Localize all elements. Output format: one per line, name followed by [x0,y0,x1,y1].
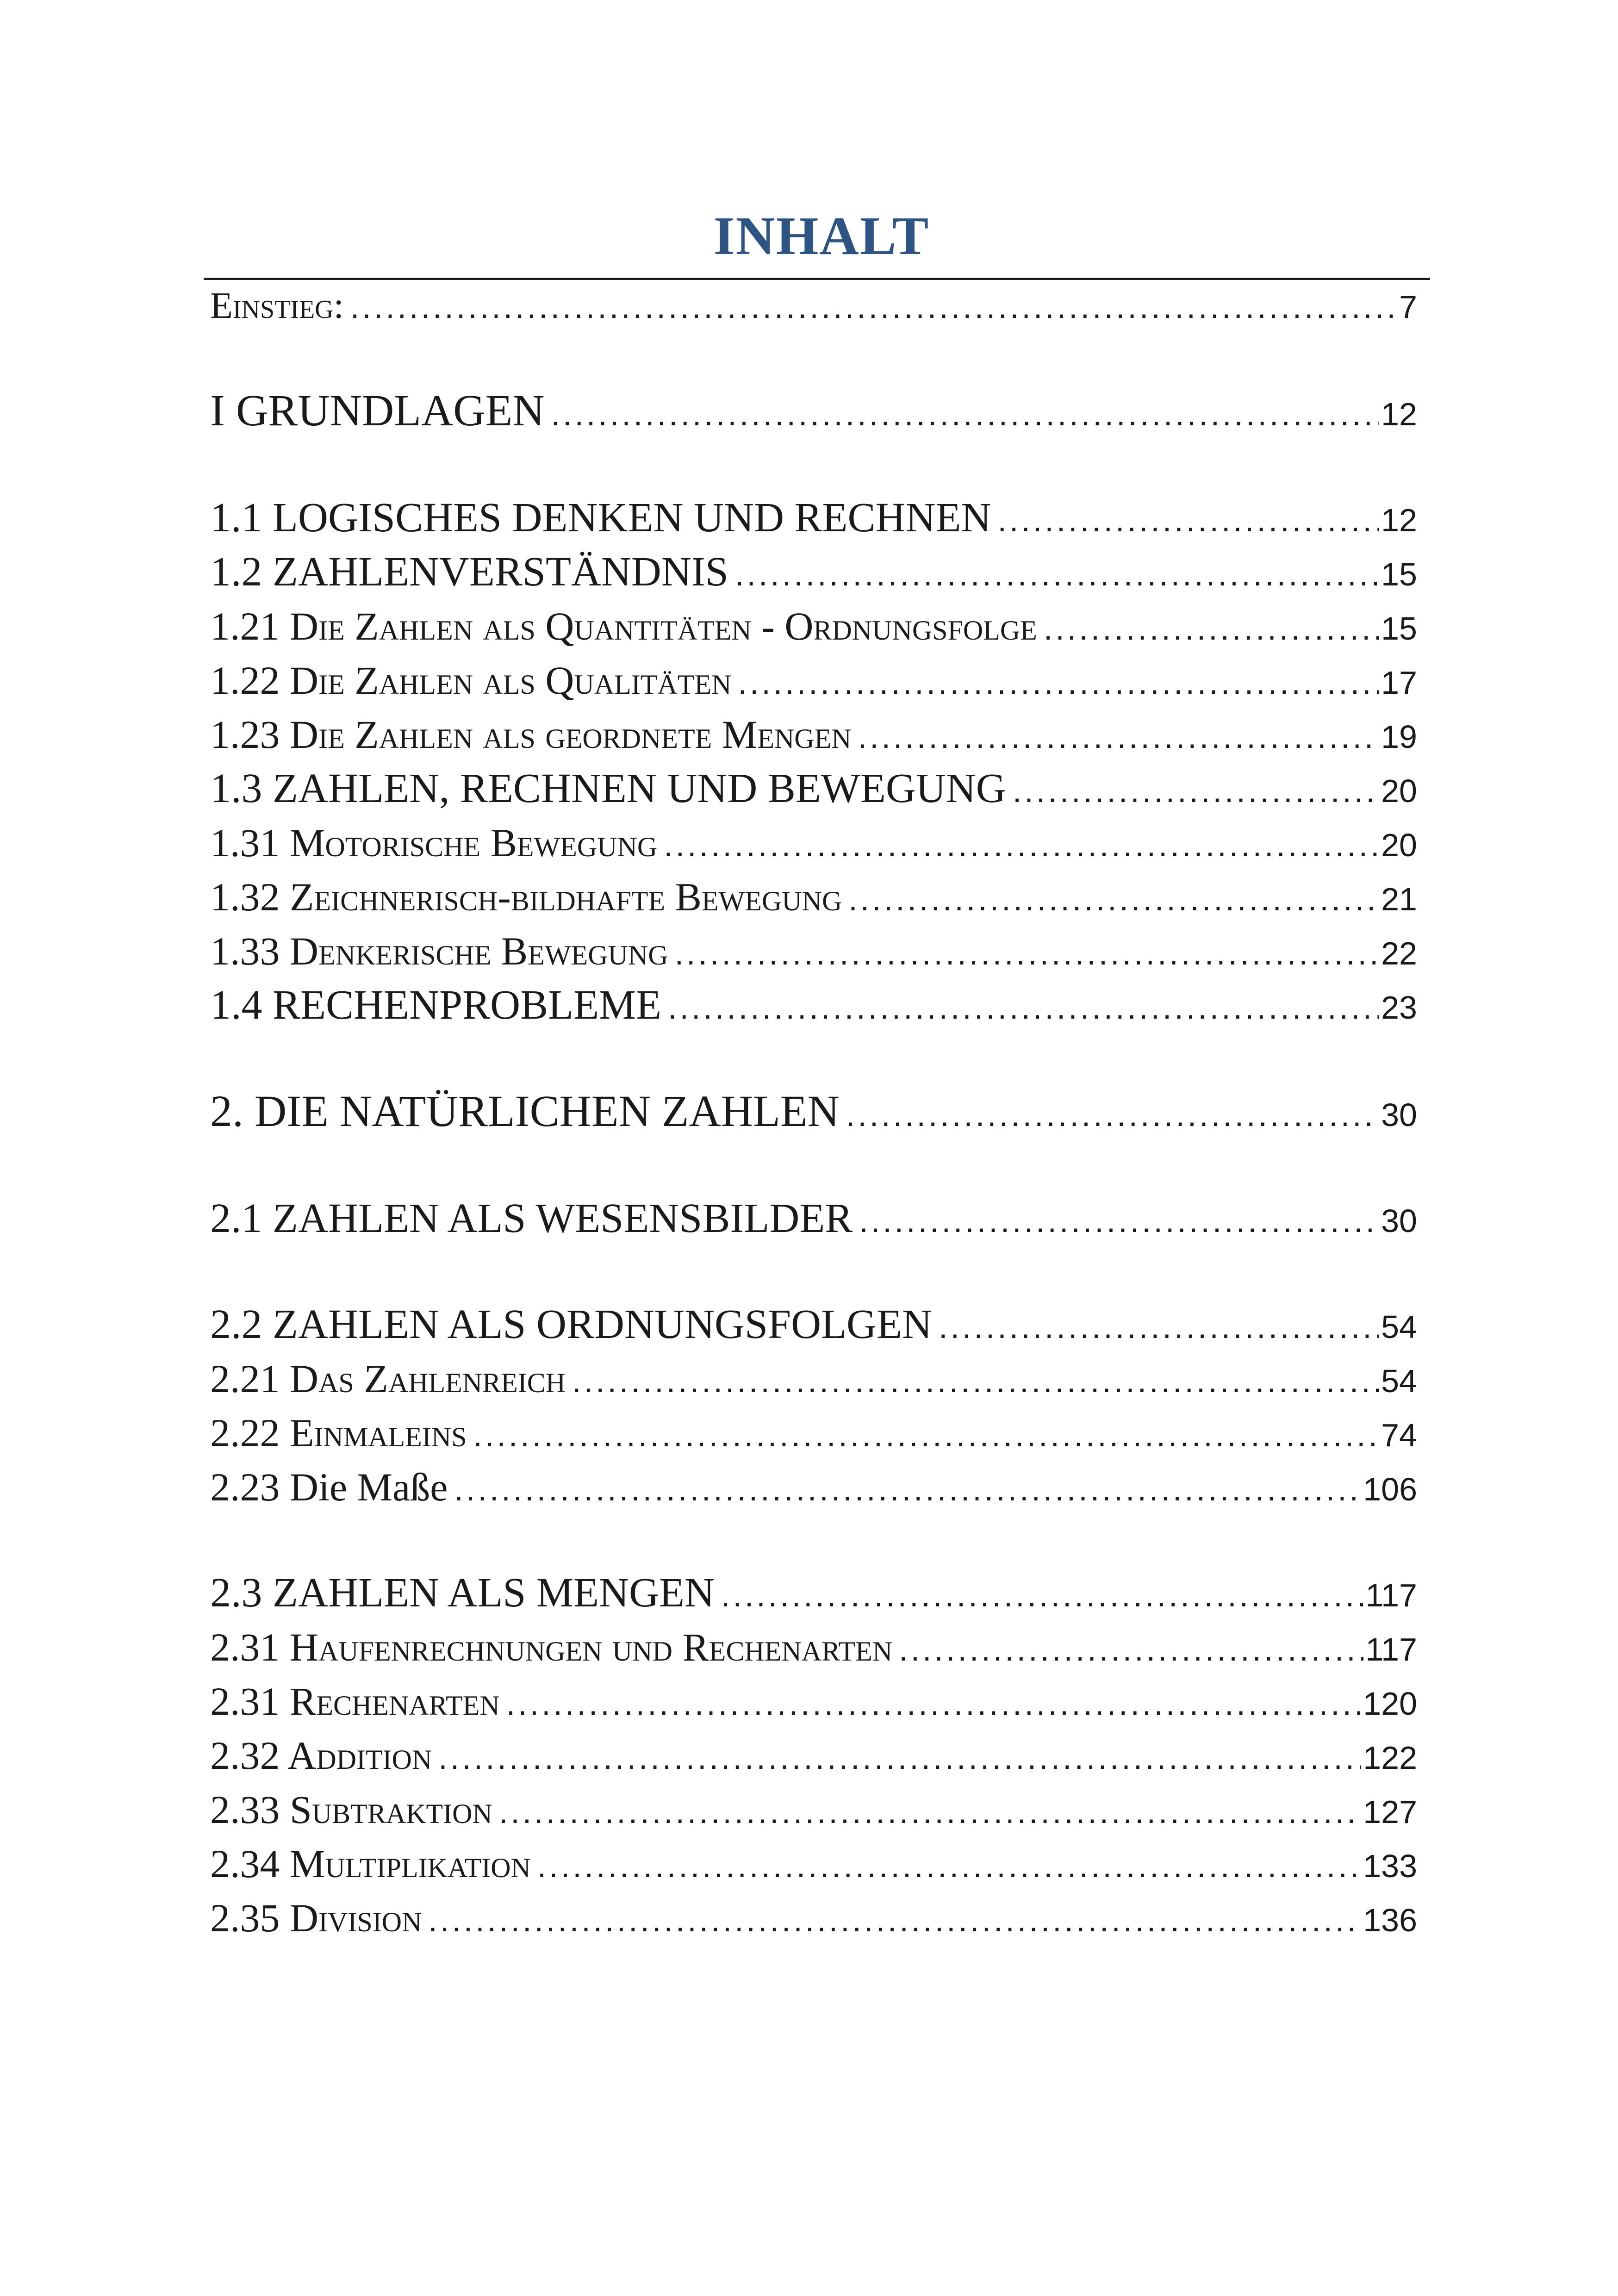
toc-entry[interactable] [210,1461,1417,1515]
toc-page-number: 19 [1381,719,1417,755]
toc-entry-label: 1.22 Die Zahlen als Qualitäten [210,658,732,703]
toc-entry-label: 1.2 ZAHLENVERSTÄNDNIS [210,549,728,595]
dot-leader [899,1624,1363,1675]
dot-leader [1044,603,1379,654]
toc-entry-label: 2.32 Addition [210,1733,432,1778]
toc-entry[interactable] [210,925,1417,979]
toc-page-number: 136 [1363,1902,1417,1938]
toc-entry[interactable] [210,1085,1417,1141]
toc-entry-label: Einstieg: [210,286,344,326]
toc-entry-label: I GRUNDLAGEN [210,386,545,435]
toc-entry-label: 2.33 Subtraktion [210,1787,492,1832]
toc-entry[interactable] [210,280,1417,333]
dot-leader [499,1786,1361,1838]
toc-entry[interactable] [210,1299,1417,1353]
toc-page-number: 117 [1365,1577,1417,1613]
toc-entry[interactable] [210,600,1417,654]
toc-title: INHALT [713,205,930,266]
toc-entry[interactable] [210,492,1417,546]
toc-list [204,280,1425,1946]
toc-page-number: 30 [1381,1203,1417,1239]
dot-leader [939,1301,1379,1353]
toc-entry-label: 2.35 Division [210,1896,422,1940]
dot-leader [551,388,1380,440]
toc-entry-label: 1.3 ZAHLEN, RECHNEN UND BEWEGUNG [210,765,1006,811]
dot-leader [572,1355,1379,1407]
dot-leader [997,494,1379,546]
toc-entry[interactable] [210,1675,1417,1730]
toc-entry[interactable] [210,1730,1417,1784]
dot-leader [858,711,1380,763]
toc-page-number: 7 [1399,289,1417,325]
toc-page-number: 54 [1381,1363,1417,1399]
dot-leader [438,1732,1361,1784]
dot-leader [846,1089,1379,1141]
toc-entry[interactable] [210,1353,1417,1407]
toc-entry[interactable] [210,654,1417,709]
toc-entry-label: 1.21 Die Zahlen als Quantitäten - Ordnungsfolge [210,604,1037,648]
toc-entry[interactable] [210,1838,1417,1892]
dot-leader [735,548,1379,600]
toc-entry-label: 2.23 Die Maße [210,1465,448,1509]
toc-entry-label: 2. DIE NATÜRLICHEN ZAHLEN [210,1086,840,1136]
toc-page-number: 12 [1381,396,1417,432]
toc-page-number: 23 [1381,989,1417,1026]
dot-leader [721,1569,1363,1621]
toc-entry[interactable] [210,1892,1417,1946]
toc-entry[interactable] [210,385,1417,440]
toc-entry[interactable] [210,979,1417,1033]
dot-leader [848,873,1379,925]
toc-entry-label: 2.31 Rechenarten [210,1679,500,1724]
toc-page-number: 20 [1381,827,1417,863]
toc-entry[interactable] [210,871,1417,925]
toc-page-number: 12 [1381,502,1417,538]
toc-entry-label: 1.32 Zeichnerisch-bildhafte Bewegung [210,875,842,919]
toc-entry-label: 2.3 ZAHLEN ALS MENGEN [210,1570,715,1616]
toc-entry[interactable] [210,1407,1417,1461]
toc-entry[interactable] [210,709,1417,763]
toc-entry-label: 2.31 Haufenrechnungen und Rechenarten [210,1625,893,1669]
toc-page-number: 106 [1363,1471,1417,1507]
toc-entry-label: 1.1 LOGISCHES DENKEN UND RECHNEN [210,495,991,541]
toc-page-number: 15 [1381,556,1417,592]
toc-page-number: 133 [1363,1848,1417,1884]
dot-leader [664,819,1379,871]
toc-entry-label: 1.31 Motorische Bewegung [210,821,658,865]
toc-entry-label: 1.23 Die Zahlen als geordnete Mengen [210,712,852,757]
toc-entry-label: 2.22 Einmaleins [210,1411,467,1455]
dot-leader [1013,765,1379,817]
toc-entry-label: 2.34 Multiplikation [210,1842,531,1886]
toc-entry-label: 2.21 Das Zahlenreich [210,1356,566,1401]
toc-page-number: 122 [1363,1740,1417,1776]
toc-entry[interactable] [210,763,1417,817]
toc-page-number: 54 [1381,1309,1417,1345]
toc-entry-label: 2.2 ZAHLEN ALS ORDNUNGSFOLGEN [210,1301,933,1347]
toc-entry[interactable] [210,546,1417,600]
toc-entry[interactable] [210,817,1417,871]
dot-leader [537,1840,1361,1892]
toc-entry-label: 1.4 RECHENPROBLEME [210,982,662,1028]
dot-leader [506,1678,1361,1730]
dot-leader [675,927,1380,979]
toc-page-number: 127 [1363,1794,1417,1830]
toc-entry[interactable] [210,1621,1417,1675]
dot-leader [859,1195,1379,1247]
dot-leader [350,281,1397,333]
dot-leader [473,1409,1380,1461]
toc-entry-label: 2.1 ZAHLEN ALS WESENSBILDER [210,1195,853,1241]
toc-page-number: 15 [1381,610,1417,647]
toc-page-number: 117 [1365,1631,1417,1668]
toc-page-number: 17 [1381,665,1417,701]
dot-leader [668,982,1379,1033]
toc-page-number: 22 [1381,935,1417,971]
dot-leader [454,1463,1361,1515]
toc-page-number: 20 [1381,773,1417,809]
dot-leader [738,657,1379,709]
toc-entry[interactable] [210,1193,1417,1247]
toc-page-number: 74 [1381,1417,1417,1453]
toc-entry[interactable] [210,1784,1417,1838]
toc-page-number: 30 [1381,1097,1417,1133]
toc-page-number: 21 [1381,881,1417,917]
toc-page-number: 120 [1363,1686,1417,1722]
toc-entry[interactable] [210,1567,1417,1621]
dot-leader [428,1894,1361,1946]
toc-page [204,204,1425,1946]
toc-entry-label: 1.33 Denkerische Bewegung [210,929,668,973]
